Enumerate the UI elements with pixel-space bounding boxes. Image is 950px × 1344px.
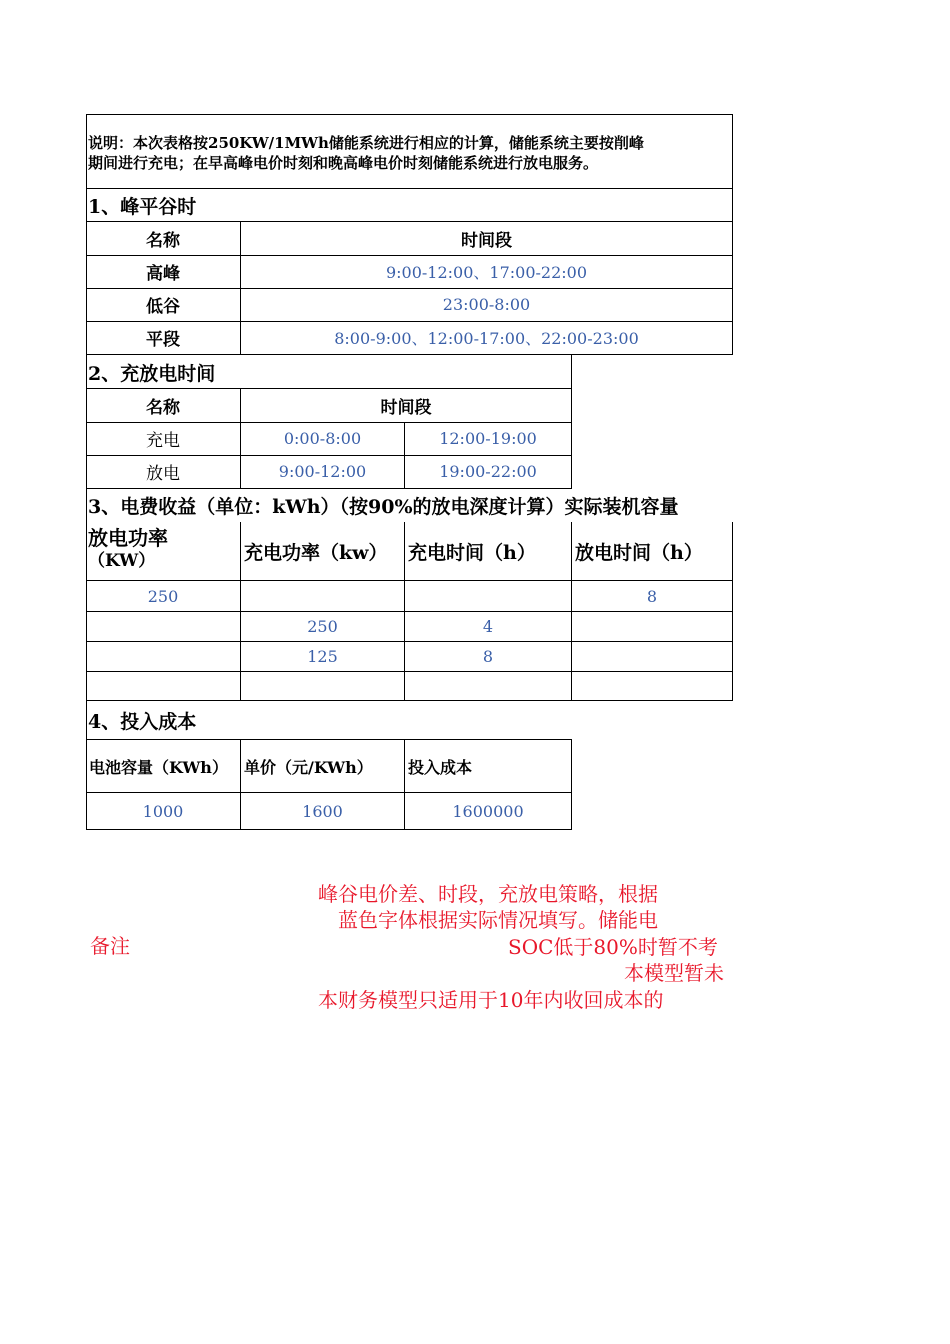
s3-header-charge-time: 充电时间（h）	[408, 541, 536, 564]
s1-row-flat-period: 8:00-9:00、12:00-17:00、22:00-23:00	[334, 329, 639, 348]
section-3-title: 3、电费收益（单位：kWh）（按90%的放电深度计算）实际装机容量	[88, 496, 679, 518]
s4-value-capacity: 1000	[142, 801, 184, 821]
s3-r1-c2	[241, 581, 404, 611]
s3-r1-c1: 250	[147, 586, 179, 606]
s3-header-discharge-time: 放电时间（h）	[575, 541, 703, 564]
remarks-block	[86, 874, 733, 1014]
s1-row-peak-period: 9:00-12:00、17:00-22:00	[385, 263, 588, 282]
s3-header-discharge-power-l1: 放电功率	[88, 526, 168, 550]
remarks-line-2: 蓝色字体根据实际情况填写。储能电	[338, 908, 658, 932]
remarks-line-3: SOC低于80%时暂不考	[508, 935, 718, 959]
s3-r2-c4	[572, 611, 732, 641]
s3-header-discharge-power-l2: （KW）	[88, 551, 156, 571]
description-line-2: 期间进行充电；在早高峰电价时刻和晚高峰电价时刻储能系统进行放电服务。	[88, 154, 599, 172]
section-1-title: 1、峰平谷时	[88, 196, 197, 218]
remarks-line-4: 本模型暂未	[624, 961, 724, 985]
s1-header-name: 名称	[146, 230, 180, 251]
remarks-line-5: 本财务模型只适用于10年内收回成本的	[318, 988, 664, 1012]
s4-header-cost: 投入成本	[408, 757, 473, 777]
section-4-title: 4、投入成本	[88, 711, 197, 733]
s2-row-charge-period-1: 0:00-8:00	[283, 429, 362, 448]
s3-r2-c1	[86, 611, 240, 641]
s3-r4-c1	[86, 671, 240, 700]
s3-r3-c2: 125	[307, 646, 338, 666]
s2-header-name: 名称	[146, 397, 180, 418]
s1-row-flat-name: 平段	[146, 330, 180, 350]
s3-r3-c4	[572, 641, 732, 671]
s4-header-price: 单价（元/KWh）	[244, 757, 373, 777]
s3-r3-c3: 8	[482, 646, 494, 666]
s3-r4-c3	[405, 671, 571, 700]
s2-row-discharge-name: 放电	[146, 464, 180, 484]
remarks-line-1: 峰谷电价差、时段，充放电策略，根据	[318, 882, 658, 906]
description-line-1: 说明：本次表格按250KW/1MWh储能系统进行相应的计算，储能系统主要按削峰	[88, 134, 644, 152]
s3-r2-c2: 250	[307, 616, 338, 636]
s2-row-charge-period-2: 12:00-19:00	[439, 429, 537, 448]
s3-r3-c1	[86, 641, 240, 671]
s1-header-period: 时间段	[461, 230, 512, 251]
s4-value-cost: 1600000	[452, 801, 524, 821]
s2-row-discharge-period-2: 19:00-22:00	[439, 462, 537, 481]
s4-header-capacity: 电池容量（KWh）	[89, 757, 228, 777]
s3-r1-c4: 8	[646, 586, 658, 606]
s2-row-charge-name: 充电	[146, 431, 180, 451]
section-2-title: 2、充放电时间	[88, 363, 216, 385]
s4-value-price: 1600	[302, 801, 343, 821]
s1-row-valley-name: 低谷	[146, 297, 180, 317]
s1-row-peak-name: 高峰	[146, 264, 180, 284]
s3-r2-c3: 4	[482, 616, 494, 636]
s3-r1-c3	[405, 581, 571, 611]
s3-header-charge-power: 充电功率（kw）	[244, 541, 388, 564]
s3-r4-c2	[241, 671, 404, 700]
s1-row-valley-period: 23:00-8:00	[442, 295, 531, 314]
spreadsheet	[86, 114, 733, 834]
s3-r4-c4	[572, 671, 732, 700]
remarks-label: 备注	[90, 934, 130, 958]
s2-row-discharge-period-1: 9:00-12:00	[278, 462, 367, 481]
s2-header-period: 时间段	[380, 397, 432, 418]
